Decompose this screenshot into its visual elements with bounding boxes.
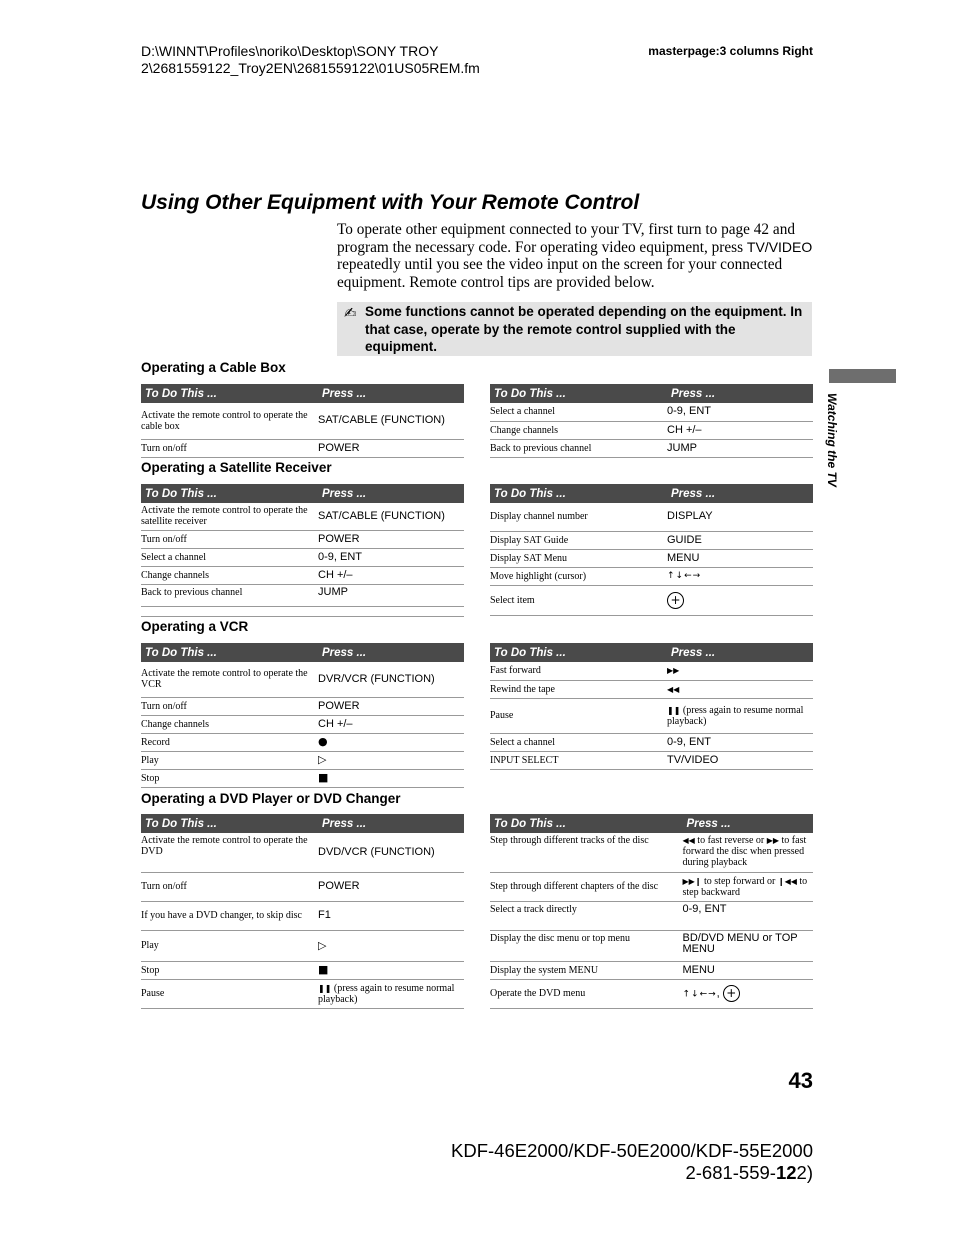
cell-action: Activate the remote control to operate the satellite receiver [141,503,318,530]
model-numbers: KDF-46E2000/KDF-50E2000/KDF-55E2000 [451,1140,813,1161]
table-row [490,872,813,901]
header-action: To Do This ... [141,814,318,833]
cell-action: Stop [141,769,318,787]
cell-press: CH +/– [318,715,464,733]
header-press: Press ... [318,643,464,662]
cell-action: Display the disc menu or top menu [490,930,682,961]
intro-paragraph [337,221,813,291]
press-separator: , [716,987,723,1000]
cell-action: Select a channel [490,733,667,751]
header-action: To Do This ... [490,814,682,833]
play-icon: ▷ [318,753,327,766]
note-text: Some functions cannot be operated depending on the equipment. In that case, operate by the remote control supplied with the equipment. [365,304,803,354]
press-text: to fast reverse or [694,835,767,846]
table-row [490,421,813,439]
table-row [141,715,464,733]
cell-press: GUIDE [667,531,813,549]
table-row [490,567,813,585]
table-row [490,833,813,872]
table-row [490,930,813,961]
cell-action: Back to previous channel [141,584,318,606]
page-number: 43 [788,1068,813,1093]
satellite-table-right [490,484,813,616]
table-header-row [141,384,464,403]
part-number [451,1162,813,1184]
cell-action: Display the system MENU [490,961,682,979]
header-press: Press ... [318,814,464,833]
cell-press [682,833,813,872]
rewind-icon: ◀◀ [682,836,695,845]
cell-action: Play [141,930,318,961]
header-press: Press ... [667,643,813,662]
pause-note: (press again to resume normal playback) [667,704,804,727]
table-header-row [141,484,464,503]
table-row [490,698,813,733]
cell-action: Back to previous channel [490,439,667,457]
press-text: to fast forward the disc when pressed during playback [682,835,807,868]
cell-spacer [318,606,464,616]
table-row [141,566,464,584]
cell-action: Turn on/off [141,530,318,548]
press-text: to step backward [682,875,808,898]
masterpage-label: masterpage:3 columns Right [648,44,813,58]
table-header-row [490,814,813,833]
enter-button-icon: + [723,985,740,1002]
cell-press [667,680,813,698]
header-action: To Do This ... [490,484,667,503]
cell-press [318,751,464,769]
cell-press: MENU [682,961,813,979]
table-row [141,548,464,566]
page-title: Using Other Equipment with Your Remote Control [141,191,640,214]
file-path-header [141,43,480,77]
header-press: Press ... [682,814,813,833]
table-row [141,833,464,872]
cell-action: If you have a DVD changer, to skip disc [141,901,318,930]
header-action: To Do This ... [141,643,318,662]
table-row [141,584,464,606]
cell-action: Select a track directly [490,901,682,930]
cell-action: Activate the remote control to operate the DVD [141,833,318,872]
cell-press: SAT/CABLE (FUNCTION) [318,403,464,439]
intro-text-before: To operate other equipment connected to your TV, first turn to page 42 and program the necessary code. For operating video equipment, press [337,221,795,256]
cell-press [318,769,464,787]
stop-icon: ■ [318,963,329,976]
table-row [490,585,813,615]
cell-press: SAT/CABLE (FUNCTION) [318,503,464,530]
cell-press: TV/VIDEO [667,751,813,769]
cell-press [318,930,464,961]
table-row [490,403,813,421]
cell-press: POWER [318,530,464,548]
cell-action: Step through different tracks of the disc [490,833,682,872]
model-footer [451,1140,813,1184]
table-row [490,662,813,680]
table-row [141,697,464,715]
fast-forward-icon: ▶▶ [766,836,780,845]
cell-action: Turn on/off [141,439,318,457]
cell-action: Activate the remote control to operate the VCR [141,662,318,697]
stop-icon: ■ [318,771,329,784]
cell-press: 0-9, ENT [667,403,813,421]
header-action: To Do This ... [490,643,667,662]
header-action: To Do This ... [141,384,318,403]
cell-press [667,698,813,733]
previous-chapter-icon: ❙◀◀ [777,876,797,886]
header-press: Press ... [318,484,464,503]
table-header-row [141,814,464,833]
cable-table-left [141,384,464,458]
cell-press [318,961,464,979]
table-row [141,662,464,697]
cell-press [682,979,813,1008]
intro-text-after: repeatedly until you see the video input on the screen for your connected equipment. Remote control tips are provided below. [337,256,783,291]
table-row [141,530,464,548]
satellite-table-left [141,484,464,617]
pause-icon: ❚❚ [318,983,332,993]
intro-button-name: TV/VIDEO [746,238,813,255]
cell-action: Change channels [490,421,667,439]
table-row [141,901,464,930]
cell-action: Record [141,733,318,751]
arrow-keys-icon: ↑↓←→ [667,571,702,581]
table-header-row [490,384,813,403]
cell-action: Rewind the tape [490,680,667,698]
next-chapter-icon: ▶▶❙ [682,876,702,886]
cell-press [318,733,464,751]
cell-press: CH +/– [667,421,813,439]
table-header-row [490,484,813,503]
pause-icon: ❚❚ [667,705,681,715]
section-tab-bar [829,369,896,383]
cell-press: 0-9, ENT [318,548,464,566]
cell-action: Change channels [141,715,318,733]
table-row [141,751,464,769]
cell-press: DISPLAY [667,503,813,531]
cell-press [682,872,813,901]
cell-action: Operate the DVD menu [490,979,682,1008]
cell-press: POWER [318,697,464,715]
cell-press [667,662,813,680]
table-header-row [490,643,813,662]
cell-action: Activate the remote control to operate the cable box [141,403,318,439]
table-row [141,503,464,530]
table-row [141,769,464,787]
table-row [141,979,464,1008]
cell-action: Move highlight (cursor) [490,567,667,585]
cell-action: Display SAT Guide [490,531,667,549]
cell-press: BD/DVD MENU or TOP MENU [682,930,813,961]
table-row [490,531,813,549]
cell-action: Select item [490,585,667,615]
cell-press: CH +/– [318,566,464,584]
rewind-icon: ◀◀ [667,684,680,694]
pencil-note-icon: ✍ [344,304,357,322]
table-row [490,439,813,457]
table-row [141,439,464,457]
cell-press: DVR/VCR (FUNCTION) [318,662,464,697]
press-text: to step forward or [701,875,778,887]
cell-action: Change channels [141,566,318,584]
table-row [141,733,464,751]
header-action: To Do This ... [490,384,667,403]
cell-action: Step through different chapters of the disc [490,872,682,901]
heading-cable-box: Operating a Cable Box [141,360,286,375]
cell-spacer [141,606,318,616]
cell-action: Display channel number [490,503,667,531]
header-action: To Do This ... [141,484,318,503]
cell-action: Turn on/off [141,872,318,901]
cell-press: 0-9, ENT [682,901,813,930]
fast-forward-icon: ▶▶ [667,666,680,676]
enter-button-icon: + [667,592,684,609]
cell-press: JUMP [667,439,813,457]
record-icon: ● [318,735,328,748]
table-row [490,961,813,979]
note-box [337,302,812,356]
cell-press [667,585,813,615]
heading-satellite: Operating a Satellite Receiver [141,460,332,475]
cell-action: Pause [141,979,318,1008]
cable-table-right [490,384,813,458]
table-row [490,979,813,1008]
part-number-prefix: 2-681-559- [685,1162,776,1183]
table-row [490,680,813,698]
cell-press: POWER [318,872,464,901]
table-row [141,961,464,979]
table-row [141,872,464,901]
heading-dvd: Operating a DVD Player or DVD Changer [141,791,401,806]
cell-action: Play [141,751,318,769]
table-row [490,733,813,751]
cell-action: INPUT SELECT [490,751,667,769]
cell-action: Display SAT Menu [490,549,667,567]
header-press: Press ... [318,384,464,403]
arrow-keys-icon: ↑↓←→ [682,989,717,1000]
cell-press: MENU [667,549,813,567]
cell-action: Select a channel [490,403,667,421]
play-icon: ▷ [318,938,327,952]
vcr-table-left [141,643,464,788]
table-header-row [141,643,464,662]
cell-action: Turn on/off [141,697,318,715]
cell-press: JUMP [318,584,464,606]
cell-press: F1 [318,901,464,930]
cell-action: Stop [141,961,318,979]
cell-action: Select a channel [141,548,318,566]
cell-press: POWER [318,439,464,457]
cell-press: DVD/VCR (FUNCTION) [318,833,464,872]
dvd-table-right [490,814,813,1009]
table-row-spacer [141,606,464,616]
part-number-bold: 12 [775,1162,797,1183]
table-row [490,503,813,531]
cell-press [667,567,813,585]
part-number-suffix: 2) [796,1162,813,1183]
table-row [490,751,813,769]
header-press: Press ... [667,484,813,503]
cell-action: Pause [490,698,667,733]
file-path-line1: D:\WINNT\Profiles\noriko\Desktop\SONY TROY [141,43,439,59]
table-row [490,901,813,930]
cell-press [318,979,464,1008]
table-row [141,403,464,439]
file-path-line2: 2\2681559122_Troy2EN\2681559122\01US05REM.fm [141,60,480,76]
section-side-label: Watching the TV [825,393,839,487]
table-row [141,930,464,961]
pause-note: (press again to resume normal playback) [318,982,455,1005]
cell-action: Fast forward [490,662,667,680]
dvd-table-left [141,814,464,1009]
vcr-table-right [490,643,813,770]
header-press: Press ... [667,384,813,403]
cell-press: 0-9, ENT [667,733,813,751]
table-row [490,549,813,567]
heading-vcr: Operating a VCR [141,619,249,634]
